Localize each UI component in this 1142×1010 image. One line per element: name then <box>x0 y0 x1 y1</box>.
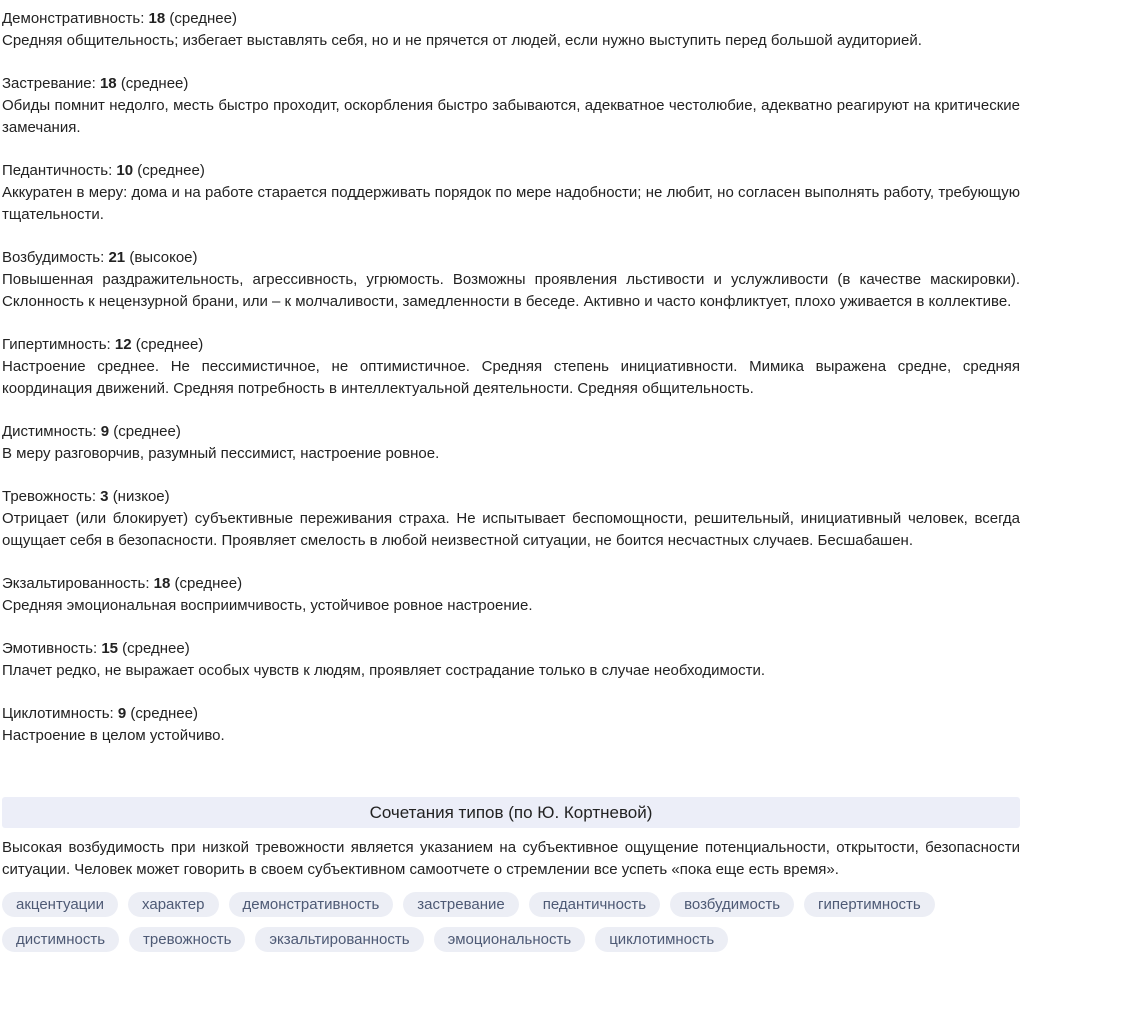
scale-score: 10 <box>116 162 134 179</box>
scale-heading: Застревание: 18 (среднее) <box>2 75 189 92</box>
scale-heading: Эмотивность: 15 (среднее) <box>2 640 190 657</box>
scale-heading: Демонстративность: 18 (среднее) <box>2 10 237 27</box>
tag-link[interactable]: возбудимость <box>670 892 794 917</box>
scale-heading: Экзальтированность: 18 (среднее) <box>2 575 243 592</box>
scale-block <box>2 573 1020 617</box>
scale-block <box>2 160 1020 226</box>
tag-link[interactable]: характер <box>128 892 218 917</box>
scale-heading: Тревожность: 3 (низкое) <box>2 488 170 505</box>
scale-name: Дистимность <box>2 423 93 440</box>
scale-description: Аккуратен в меру: дома и на работе старается поддерживать порядок по мере надобности; не любит, но согласен выполнять работу, требующую тщательности. <box>2 184 1020 223</box>
tag-list <box>2 892 1020 952</box>
tag-link[interactable]: педантичность <box>529 892 660 917</box>
scale-heading: Возбудимость: 21 (высокое) <box>2 249 198 266</box>
scale-level: (среднее) <box>135 336 204 353</box>
scale-heading: Педантичность: 10 (среднее) <box>2 162 205 179</box>
tag-link[interactable]: тревожность <box>129 927 245 952</box>
scale-heading: Дистимность: 9 (среднее) <box>2 423 181 440</box>
scale-score: 9 <box>117 705 127 722</box>
tag-link[interactable]: демонстративность <box>229 892 394 917</box>
scale-level: (низкое) <box>112 488 170 505</box>
scale-level: (среднее) <box>122 640 190 657</box>
scale-score: 18 <box>99 75 117 92</box>
scale-description: Настроение в целом устойчиво. <box>2 727 225 744</box>
scale-block <box>2 8 1020 52</box>
tag-link[interactable]: застревание <box>403 892 518 917</box>
scale-description: Настроение среднее. Не пессимистичное, не оптимистичное. Средняя степень инициативности. Мимика выражена средне, средняя координация движений. Средняя потребность в интеллектуальной деятельности. Средняя общительность. <box>2 358 1020 397</box>
scale-name: Гипертимность <box>2 336 107 353</box>
scale-description: Обиды помнит недолго, месть быстро проходит, оскорбления быстро забываются, адекватное честолюбие, адекватно реагируют на критические замечания. <box>2 97 1020 136</box>
tag-link[interactable]: циклотимность <box>595 927 728 952</box>
scale-description: Повышенная раздражительность, агрессивность, угрюмость. Возможны проявления льстивости и услужливости (в качестве маскировки). Склонность к нецензурной брани, или – к молчаливости, замедленности в беседе. Активно и часто конфликтует, плохо уживается в коллективе. <box>2 271 1020 310</box>
tag-link[interactable]: гипертимность <box>804 892 935 917</box>
scale-level: (высокое) <box>129 249 198 266</box>
scale-description: Отрицает (или блокирует) субъективные переживания страха. Не испытывает беспомощности, решительный, инициативный человек, всегда ощущает себя в безопасности. Проявляет смелость в любой неизвестной ситуации, не боится несчастных случаев. Бесшабашен. <box>2 510 1020 549</box>
scale-level: (среднее) <box>174 575 243 592</box>
scale-score: 12 <box>114 336 132 353</box>
scale-block <box>2 703 1020 747</box>
scale-score: 18 <box>148 10 166 27</box>
scale-block <box>2 421 1020 465</box>
scale-score: 15 <box>101 640 118 657</box>
tag-link[interactable]: акцентуации <box>2 892 118 917</box>
scale-name: Педантичность <box>2 162 109 179</box>
scale-score: 18 <box>153 575 171 592</box>
scale-score: 9 <box>100 423 110 440</box>
scales-list <box>2 8 1020 747</box>
scale-level: (среднее) <box>130 705 198 722</box>
scale-name: Демонстративность <box>2 10 141 27</box>
scale-block <box>2 638 1020 682</box>
scale-level: (среднее) <box>120 75 189 92</box>
scale-name: Возбудимость <box>2 249 101 266</box>
scale-block <box>2 73 1020 139</box>
tag-link[interactable]: дистимность <box>2 927 119 952</box>
scale-block <box>2 247 1020 313</box>
results-content <box>2 8 1020 952</box>
scale-heading: Гипертимность: 12 (среднее) <box>2 336 204 353</box>
scale-block <box>2 334 1020 400</box>
scale-block <box>2 486 1020 552</box>
scale-description: Средняя эмоциональная восприимчивость, устойчивое ровное настроение. <box>2 597 533 614</box>
scale-name: Эмотивность <box>2 640 93 657</box>
scale-name: Застревание <box>2 75 92 92</box>
scale-score: 3 <box>100 488 109 505</box>
scale-name: Циклотимность <box>2 705 110 722</box>
tag-link[interactable]: эмоциональность <box>434 927 586 952</box>
scale-description: В меру разговорчив, разумный пессимист, настроение ровное. <box>2 445 440 462</box>
combinations-title: Сочетания типов (по Ю. Кортневой) <box>2 797 1020 828</box>
scale-description: Средняя общительность; избегает выставлять себя, но и не прячется от людей, если нужно выступить перед большой аудиторией. <box>2 32 922 49</box>
scale-level: (среднее) <box>113 423 181 440</box>
scale-score: 21 <box>108 249 126 266</box>
scale-level: (среднее) <box>169 10 237 27</box>
scale-heading: Циклотимность: 9 (среднее) <box>2 705 198 722</box>
tag-link[interactable]: экзальтированность <box>255 927 423 952</box>
scale-name: Экзальтированность <box>2 575 146 592</box>
scale-name: Тревожность <box>2 488 92 505</box>
scale-level: (среднее) <box>137 162 205 179</box>
combinations-text: Высокая возбудимость при низкой тревожности является указанием на субъективное ощущение потенциальности, открытости, безопасности ситуации. Человек может говорить в своем субъективном самоотчете о стремлении все успеть «пока еще есть время». <box>2 839 1020 878</box>
scale-description: Плачет редко, не выражает особых чувств к людям, проявляет сострадание только в случае необходимости. <box>2 662 766 679</box>
